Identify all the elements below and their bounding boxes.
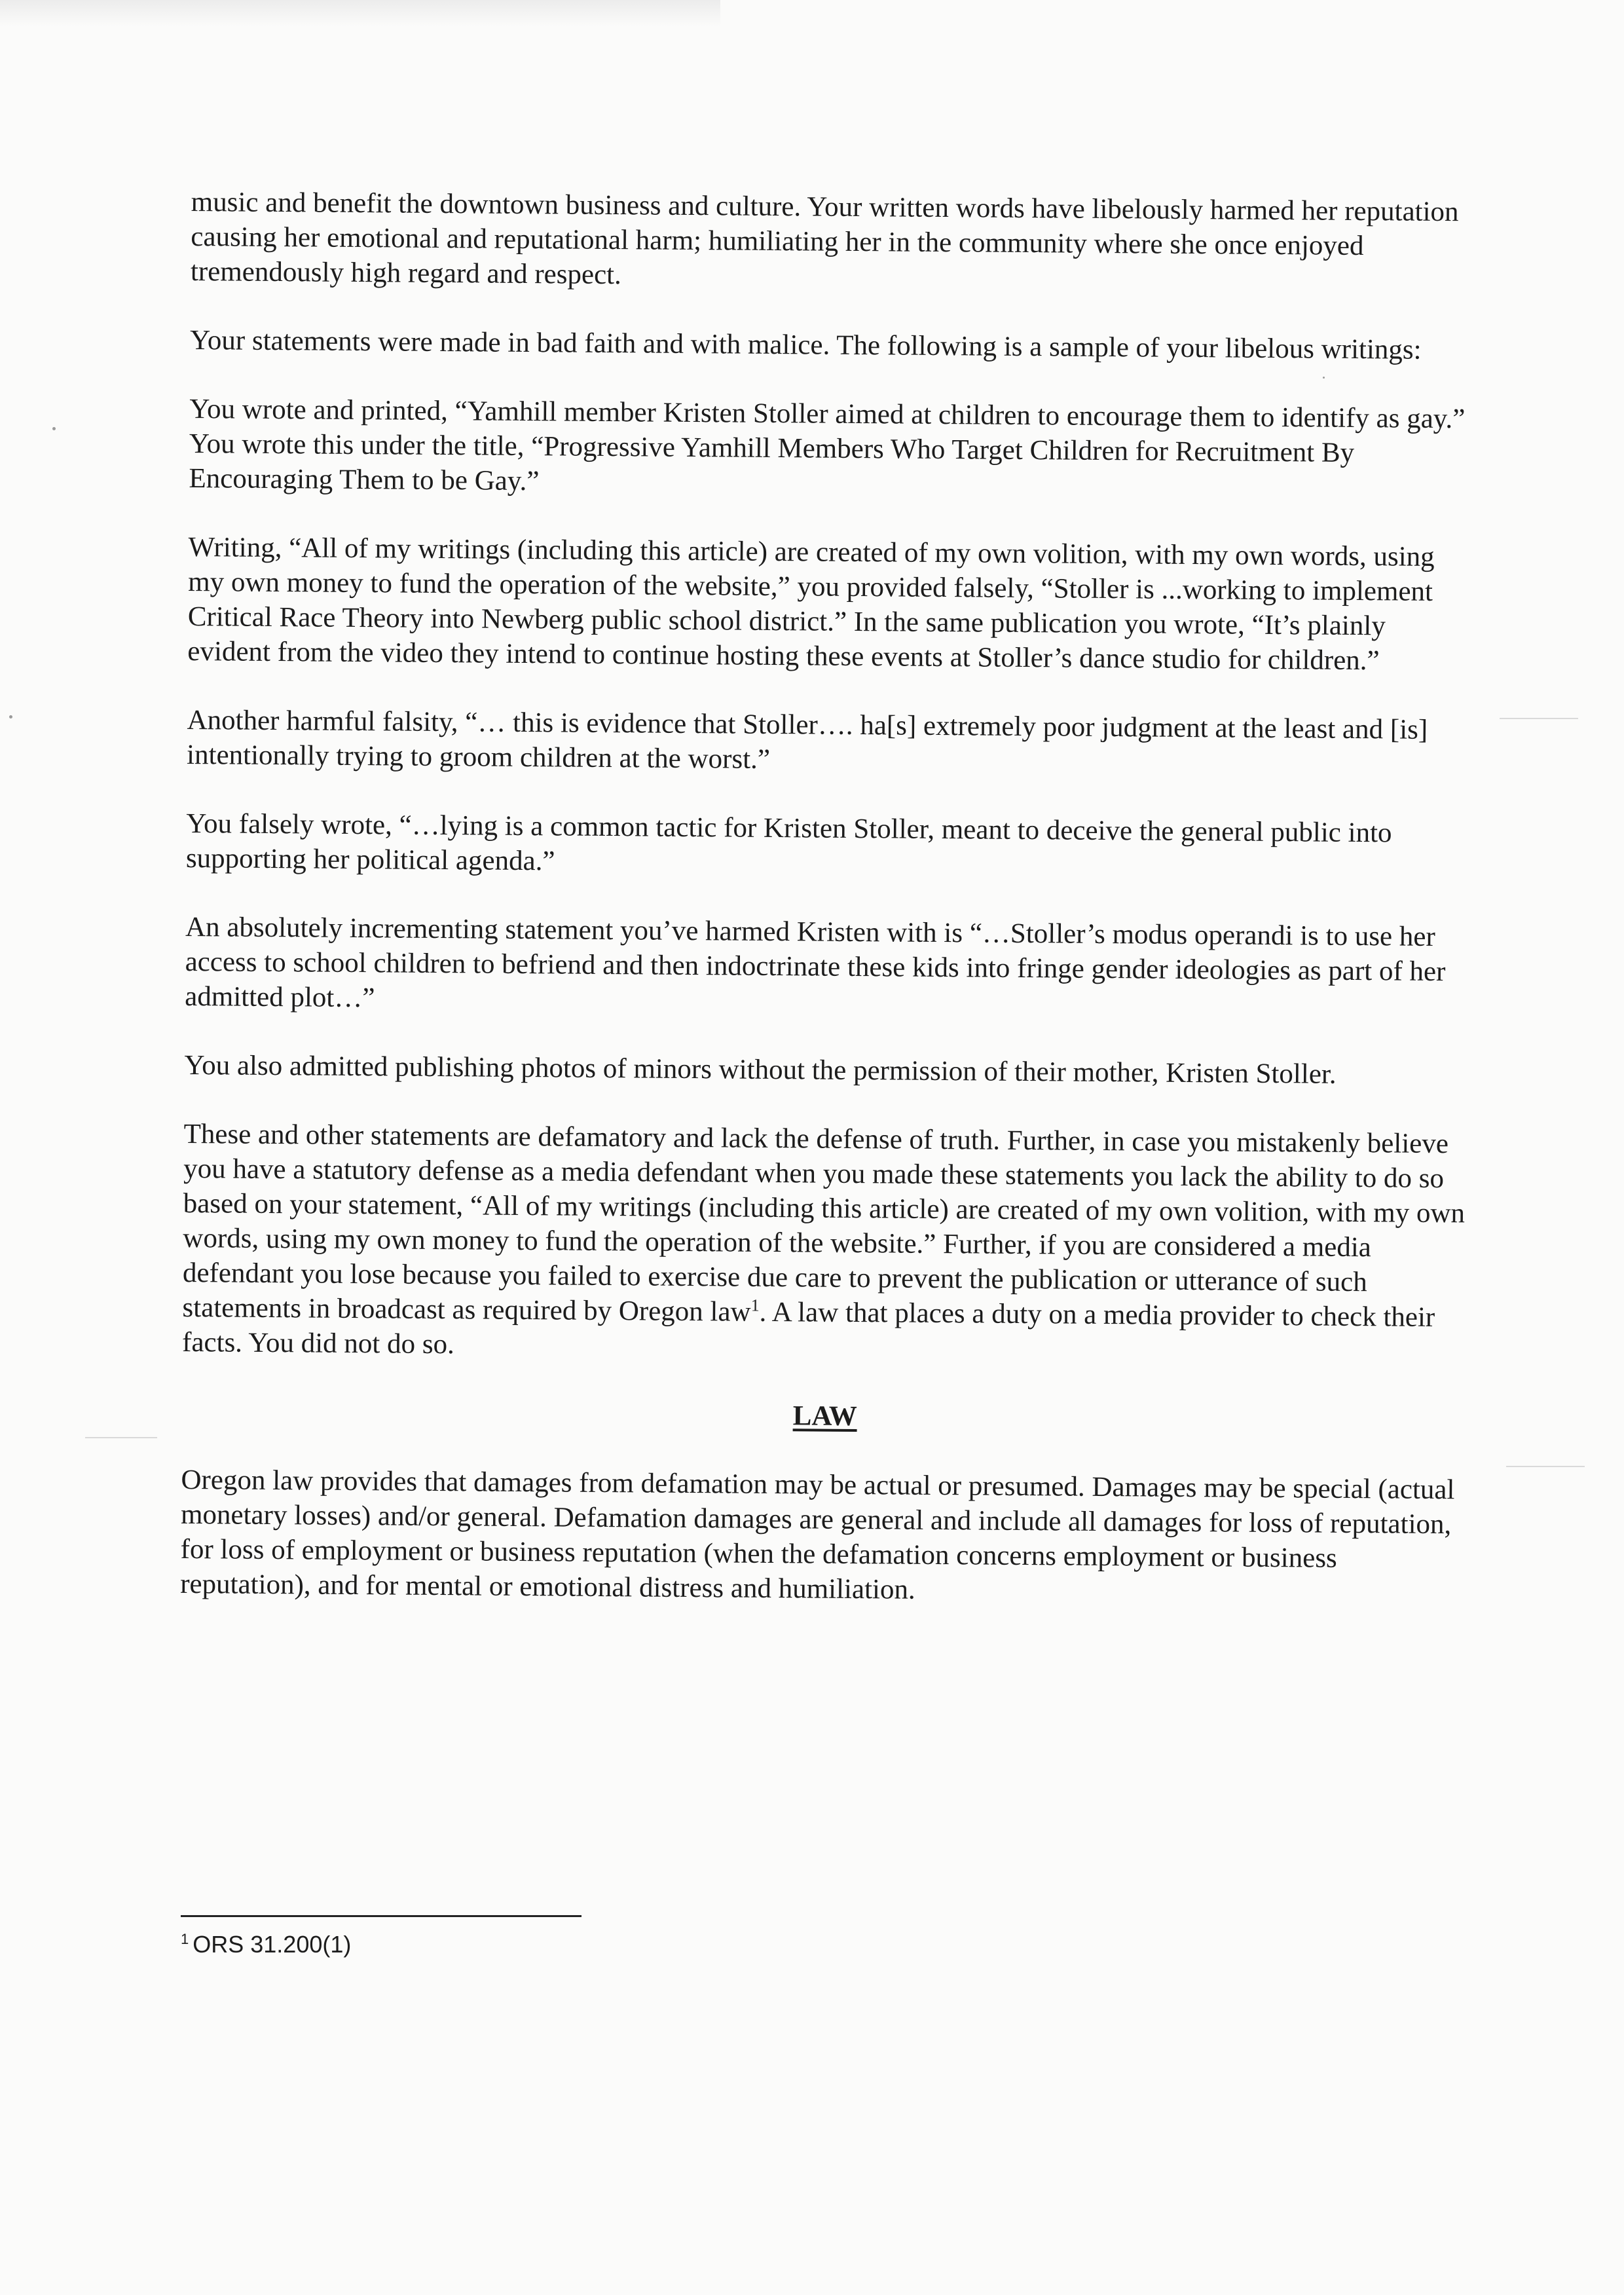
section-heading: LAW (792, 1400, 857, 1432)
body-paragraph: An absolutely incrementing statement you’ve harmed Kristen with is “…Stoller’s modus operandi is to use her access to school children to befriend and then indoctrinate these kids into fringe gender ideologies as part of her admitted plot…” (185, 911, 1446, 1014)
body-paragraph: You also admitted publishing photos of minors without the permission of their mother, Kristen Stoller. (184, 1049, 1337, 1090)
letter-body (180, 185, 1478, 1645)
defamation-text: These and other statements are defamatory and lack the defense of truth. Further, in case you mistakenly believe you have a statutory defense as a media defendant when you made these statements you lack the ability to do so based on your statement, “All of my writings (including this article) are created of my own volition, with my own words, using my own money to fund the operation of the website.” Further, if you are considered a media defendant you lose because you failed to exercise due care to prevent the publication or utterance of such statements in broadcast as required by Oregon law (182, 1118, 1466, 1328)
body-paragraph: You falsely wrote, “…lying is a common tactic for Kristen Stoller, meant to deceive the general public into supporting her political agenda.” (185, 808, 1392, 877)
scan-shadow (0, 0, 720, 26)
body-paragraph: music and benefit the downtown business and culture. Your written words have libelously harmed her reputation causing her emotional and reputational harm; humiliating her in the community where she once enjoyed tremendously high regard and respect. (190, 186, 1459, 291)
defamation-paragraph (182, 1117, 1471, 1370)
footnote (181, 1931, 351, 1958)
body-paragraph: Writing, “All of my writings (including this article) are created of my own volition, with my own words, using my own money to fund the operation of the website,” you provided falsely, “Stoller is ...working to implement Critical Race Theory into Newberg public school district.” In the same publication you wrote, “It’s plainly evident from the video they intend to continue hosting these events at Stoller’s dance studio for children.” (187, 531, 1435, 677)
body-paragraph: Your statements were made in bad faith and with malice. The following is a sample of your libelous writings: (189, 324, 1422, 365)
footnote-text: ORS 31.200(1) (193, 1931, 352, 1958)
body-paragraph: You wrote and printed, “Yamhill member Kristen Stoller aimed at children to encourage them to identify as gay.” You wrote this under the title, “Progressive Yamhill Members Who Target Children for Recruitment By Encouraging Them to be Gay.” (189, 393, 1466, 497)
law-paragraph: Oregon law provides that damages from defamation may be actual or presumed. Damages may be special (actual monetary losses) and/or general. Defamation damages are general and include all damages for loss of reputation, for loss of employment or business reputation (when the defamation concerns employment or business reputation), and for mental or emotional distress and humiliation. (180, 1464, 1455, 1605)
defamation-text-continued: . A law that places a duty on a media provider to check their facts. You did not do so. (181, 1296, 1435, 1360)
scan-artifact-line (1506, 1466, 1585, 1467)
scan-artifact-line (85, 1437, 157, 1438)
footnote-reference: 1 (750, 1296, 760, 1315)
section-heading-wrap (181, 1394, 1468, 1438)
scan-speck (52, 427, 56, 430)
footnote-divider (181, 1915, 581, 1917)
scan-speck (9, 715, 12, 718)
scan-artifact-line (1500, 718, 1578, 719)
footnote-marker: 1 (181, 1931, 189, 1947)
body-paragraph: Another harmful falsity, “… this is evidence that Stoller…. ha[s] extremely poor judgment at the least and [is] intentionally trying to groom children at the worst.” (186, 704, 1428, 775)
